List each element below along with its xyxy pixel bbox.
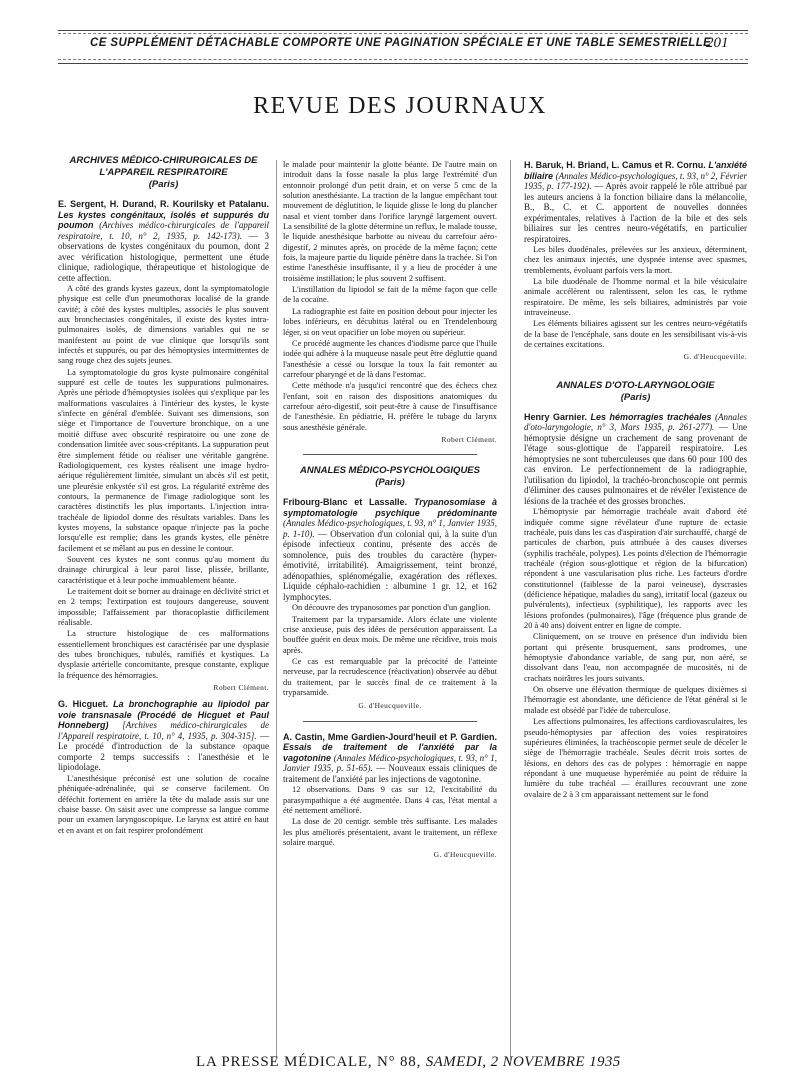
section-title: ANNALES MÉDICO-PSYCHOLOGIQUES (300, 465, 480, 477)
article-text: — Observation d'un colonial qui, à la suite d'un épisode infectieux continu, présente des accès de somnolence, puis des troubles du caractère (hyper-émotivité, irritabilité). Amaigrissement, teint bronzé, adénopathies, splénomégalie, exagération des réflexes. Liquide céphalo-rachidien : albumine 1 gr. 12, et 162 lymphocytes. (283, 528, 497, 602)
article-paragraph: Ce procédé augmente les chances d'iodisme parce que l'huile iodée qui adhère à la muqueuse nasale peut être dégluttie quand l'anesthésie a cessé ou lorsque la toux la fait remonter au carrefour pharyngé et de là dans l'estomac. (283, 338, 497, 379)
article-title: Les kystes congénitaux, isolés et suppurés du poumon (58, 209, 269, 230)
article-header (283, 497, 497, 602)
article-source: (Annales Médico-psychologiques, t. 93, n° 2, Février 1935, p. 177-192). (524, 170, 747, 191)
page-number: 201 (706, 35, 729, 51)
section-place: (Paris) (148, 179, 179, 190)
article-text: — Le procédé d'introduction de la substance opaque comporte 2 temps successifs : l'anesthésie et le lipiodolage. (58, 730, 269, 773)
article-source: (Annales d'oto-laryngologie, n° 3, Mars 1935, p. 261-277). (524, 411, 747, 433)
article-paragraph: Le traitement doit se borner au drainage en déclivité strict et en 2 temps; l'extirpation est toujours dangereuse, souvent impossible; l'affaissement par thoracoplastie difficilement réalisable. (58, 586, 269, 627)
article-paragraph: L'hémoptysie par hémorragie trachéale avait d'abord été indiquée comme signe révélateur d'une rupture de ectasie trachéale, puis dans les cas d'aspiration d'air surchauffé, chargé de particules de charbon, puis attribuée à des causes diverses (syphilis trachéale, polypes). Les points d'élection de l'hémorragie trachéale (région sous-glottique et région de la bifurcation) répondent à une vascularisation plus riche. Les facteurs d'ordre constitutionnel (faiblesse de la paroi veineuse), dyscrasies (déficience hépatique, maladies du sang), irritatif local (gazeux ou pulvérulents), infectieux (syphilitique), les rapports avec les lésions profondes (pulmonaires), l'âge (fréquence plus grande de 20 à 40 ans) doivent entrer en ligne de compte. (524, 507, 747, 631)
article-text: — Nouveaux essais cliniques de traitement de l'anxiété par les injections de vagotonine. (283, 763, 497, 784)
article-authors: H. Baruk, H. Briand, L. Camus et R. Cornu. (524, 160, 706, 170)
article-signature: Robert Clément. (213, 683, 269, 693)
article-paragraph: Les affections pulmonaires, les affections cardiovasculaires, les pseudo-hémoptysies par affection des voies respiratoires supérieures éliminées, la trachéoscopie permet seule de déceler le siège de l'hémorragie trachéale. Seules décrit trois sortes de lésions, en dehors des cas de polypes : hémorragie en nappe répondant à une muqueuse hyperémiée au point de réduire la lumière du tube trachéal — éraillures recouvrant une zone ovalaire de 2 à 3 cm apparaissant nettement sur le fond (524, 717, 747, 799)
article-header (283, 732, 497, 785)
article-text: — Une hémoptysie désigne un crachement de sang provenant de l'étage sous-glottique de l'appareil respiratoire. Les hémoptysies ne sont tuberculeuses que dans 60 pour 100 des cas environ. Le perfectionnement de la radiographie, l'utilisation du lipiodol, la trachéo-bronchoscopie ont permis d'éliminer des causes pulmonaires et de révéler l'existence de lésions de la trachée et des grosses bronches. (524, 422, 747, 506)
article-authors: E. Sergent, H. Durand, R. Kourilsky et Patalanu. (58, 199, 269, 209)
article-title: Trypanosomiase à symptomatologie psychique prédominante (283, 497, 497, 518)
article-signature: Robert Clément. (441, 434, 497, 444)
article-paragraph: On découvre des trypanosomes par ponction d'un ganglion. (292, 603, 491, 613)
article-signature: G. d'Heucqueville. (433, 850, 497, 860)
section-place: (Paris) (620, 391, 651, 403)
article-paragraph: A côté des grands kystes gazeux, dont la symptomatologie physique est celle d'un pneumothorax localisé de la grande cavité; à côté des kystes multiples, associés le plus souvent aux bronchectasies congénitales, il existe des kystes intra-pulmonaires isolés, de dimensions variables qui ne se manifestent au point de vue clinique que lorsqu'ils sont infectés et suppurés, ou par des hémoptysies intermittentes de sang rouge chez des sujets jeunes. (58, 284, 269, 366)
article-header (58, 199, 269, 283)
article-paragraph: Ce cas est remarquable par la précocité de l'atteinte nerveuse, par la recrudescence (réactivation) observée au début du traitement, par le succès final de ce traitement à la tryparsamide. (283, 657, 497, 698)
article-paragraph: Les éléments biliaires agissent sur les centres neuro-végétatifs de la base de l'encéphale, sans doute en les sensibilisant vis-à-vis de certaines excitations. (524, 319, 747, 350)
column-1 (58, 150, 269, 837)
article-header (524, 160, 747, 244)
article-paragraph: La symptomatologie du gros kyste pulmonaire congénital suppuré est celle de toutes les suppurations pulmonaires. Après une période d'hémoptysies isolées qui s'explique par les malformations vasculaires à l'intérieur des kystes, le kyste s'infecte en général d'emblée. Suivant ses dimensions, son siège et l'importance de l'ouverture bronchique, on a une moitié diffuse avec obscurité respiratoire ou une zone de condensation limitée avec sous-crépitants. La suppuration peut être simplement fétide ou réaliser une véritable gangrène. Radiologiquement, ces kystes réalisent une image hydro-aérique régulièrement limitée, simulant un abcès s'il est petit, une pleurésie enkystée s'il est gros. La régularité extrême des contours, la permanence de l'image radiologique sont les caractères distinctifs les plus importants. L'injection intra-trachéale de lipiodol donne des résultats variables. Dans les kystes moyens, la substance opaque n'injecte pas la poche lorsqu'elle est remplie; dans les grands kystes, elle pénètre facilement et se mêlant au pus en dessine le contour. (58, 367, 269, 553)
article-header (58, 699, 269, 773)
section-divider (303, 454, 477, 455)
column-3 (524, 160, 747, 801)
spacer (524, 369, 747, 375)
article-signature: G. d'Heucqueville. (683, 352, 747, 362)
article-paragraph: La structure histologique de ces malformations essentiellement bronchiques est caractérisée par une dysplasie des tubes bronchiques, tubulés, ramifiés et kystiques. La dysplasie artérielle concomitante, presque constante, explique la fréquence des hémorragies. (58, 629, 269, 680)
article-authors: Henry Garnier. (524, 411, 588, 422)
supplement-banner: CE SUPPLÉMENT DÉTACHABLE COMPORTE UNE PAGINATION SPÉCIALE ET UNE TABLE SEMESTRIELLE (90, 37, 712, 49)
column-rule (276, 160, 277, 1060)
article-paragraph: Traitement par la tryparsamide. Alors éclate une violente crise anxieuse, puis des idées de persécution apparaissent. La bouffée guérit en deux mois. De même une récidive, trois mois après. (283, 614, 497, 655)
article-title: La bronchographie au lipiodol par voie transnasale (Procédé de Hicguet et Paul Honneberg) (58, 699, 269, 731)
column-rule (510, 160, 511, 1060)
article-paragraph: le malade pour maintenir la glotte béante. De l'autre main on introduit dans la fosse nasale la plus large l'extrémité d'un entonnoir prolongé d'un petit drain, et on verse 5 cmc de la solution anesthésiante. La traction de la langue empêchant tout mouvement de déglutition, le liquide glisse le long du plancher nasal et vient tomber dans l'orifice laryngé largement ouvert. La sensibilité de la glotte détermine un reflux, le malade tousse, le liquide anesthésique barbotte au niveau du carrefour aéro-digestif, 2 minutes après, on procède de la même façon; cette fois, la majeure partie du liquide pénètre dans la trachée. Si l'on estime l'anesthésie insuffisante, il y a lieu de procéder à une troisième instillation; le plus souvent 2 suffisent. (283, 160, 497, 283)
page-title: REVUE DES JOURNAUX (253, 93, 547, 119)
article-paragraph: Souvent ces kystes ne sont connus qu'au moment du drainage chirurgical à leur paroi lisse, plissée, brillante, caractéristique et à leur poche immuablement béante. (58, 554, 269, 585)
article-title: L'anxiété biliaire (524, 160, 747, 181)
article-text: — Après avoir rappelé le rôle attribué par les auteurs anciens à la fonction biliaire dans la mélancolie, B., B., C. et C. apportent de nouvelles données expérimentales, relatives à l'action de la bile et des sels biliaires sur les centres neuro-végétatifs, en particulier respiratoires. (524, 181, 747, 244)
section-title: ANNALES D'OTO-LARYNGOLOGIE (556, 379, 715, 391)
article-paragraph: Les biles duodénales, prélevées sur les anxieux, déterminent, chez les animaux injectés, une dyspnée intense avec spasmes, tremblements, évoluant parfois vers la mort. (524, 245, 747, 275)
article-authors: Fribourg-Blanc et Lassalle. (283, 497, 408, 508)
article-paragraph: Cette méthode n'a jusqu'ici rencontré que des échecs chez l'enfant, soit en raison des dispositions anatomiques du carrefour aéro-digestif, soit peut-être à cause de l'insuffisance de l'anesthésie. En pédiatrie, H. préfère le tubage du larynx sous anesthésie générale. (283, 381, 497, 432)
article-header (524, 412, 747, 507)
article-paragraph: La radiographie est faite en position debout pour injecter les lobes inférieurs, en décubitus latéral ou en Trendelenbourg léger, si on veut opacifier un lobe moyen ou supérieur. (283, 306, 497, 337)
article-paragraph: On observe une élévation thermique de quelques dixièmes si l'hémorragie est abondante, une déficience de l'état général si le malade est obsédé par l'idée de tuberculose. (524, 685, 747, 715)
section-place: (Paris) (375, 477, 405, 489)
article-title: Essais de traitement de l'anxiété par la vagotonine (283, 742, 497, 763)
article-paragraph: 12 observations. Dans 9 cas sur 12, l'excitabilité du parasympathique a été augmentée. Dans 4 cas, l'état mental a été nettement amélioré. (283, 785, 497, 815)
article-text: — 3 observations de kystes congénitaux du poumon, dont 2 avec vérification histologique, permettent une étude clinique, radiologique, thérapeutique et histologique de cette affection. (58, 230, 269, 283)
article-source: (Annales Médico-psychologiques, t. 93, n° 1, Janvier 1935, p. 1-10). (283, 518, 497, 539)
footer-date: SAMEDI, 2 NOVEMBRE 1935 (425, 1054, 621, 1070)
section-divider (303, 721, 477, 722)
article-source: (Annales Médico-psychologiques, t. 93, n° 1, Janvier 1935, p. 51-65). (283, 752, 497, 774)
article-source: [Archives médico-chirurgicales de l'Appareil respiratoire, t. 10, n° 4, 1935, p. 304-315]. (58, 720, 269, 741)
article-title: Les hémorragies trachéales (590, 411, 712, 422)
article-paragraph: L'anesthésique préconisé est une solution de cocaïne phéniquée-adrénalinée, qui se conserve facilement. On déféchit fortement en arrière la tête du malade assis sur une chaise basse. On saisit avec une compresse sa langue comme pour un examen laryngoscopique. Le larynx est attiré en haut et en avant et on fait respirer profondément (58, 773, 269, 835)
article-signature: G. d'Heucqueville. (358, 701, 422, 711)
article-authors: A. Castin, Mme Gardien-Jourd'heuil et P. Gardien. (283, 731, 497, 742)
section-title: ARCHIVES MÉDICO-CHIRURGICALES DE L'APPAREIL RESPIRATOIRE (69, 155, 258, 178)
footer-journal: LA PRESSE MÉDICALE, N° 88, (196, 1054, 422, 1070)
article-paragraph: Cliniquement, on se trouve en présence d'un individu bien portant qui présente brusquement, sans prodromes, une hémoptysie d'abondance variable, de sang pur, non aéré, se dissolvant dans l'eau, non accompagnée de mucosités, ni de crachats noirâtres les jours suivants. (524, 632, 747, 683)
article-paragraph: La bile duodénale de l'homme normal et la bile vésiculaire animale accélèrent ou ralentissent, selon les cas, le rythme respiratoire. De même, les sels biliaires, administrés par voie intraveineuse. (524, 277, 747, 318)
article-paragraph: L'instillation du lipiodol se fait de la même façon que celle de la cocaïne. (283, 285, 497, 305)
article-paragraph: La dose de 20 centigr. semble très suffisante. Les malades les plus améliorés présentaient, avant le traitement, un réflexe solaire marqué. (283, 817, 497, 847)
page-footer (196, 1054, 621, 1071)
article-source: (Archives médico-chirurgicales de l'appareil respiratoire, t. 10, n° 2, 1935, p. 142-173). (58, 220, 269, 241)
article-authors: G. Hicguet. (58, 699, 109, 710)
column-2 (283, 160, 497, 867)
